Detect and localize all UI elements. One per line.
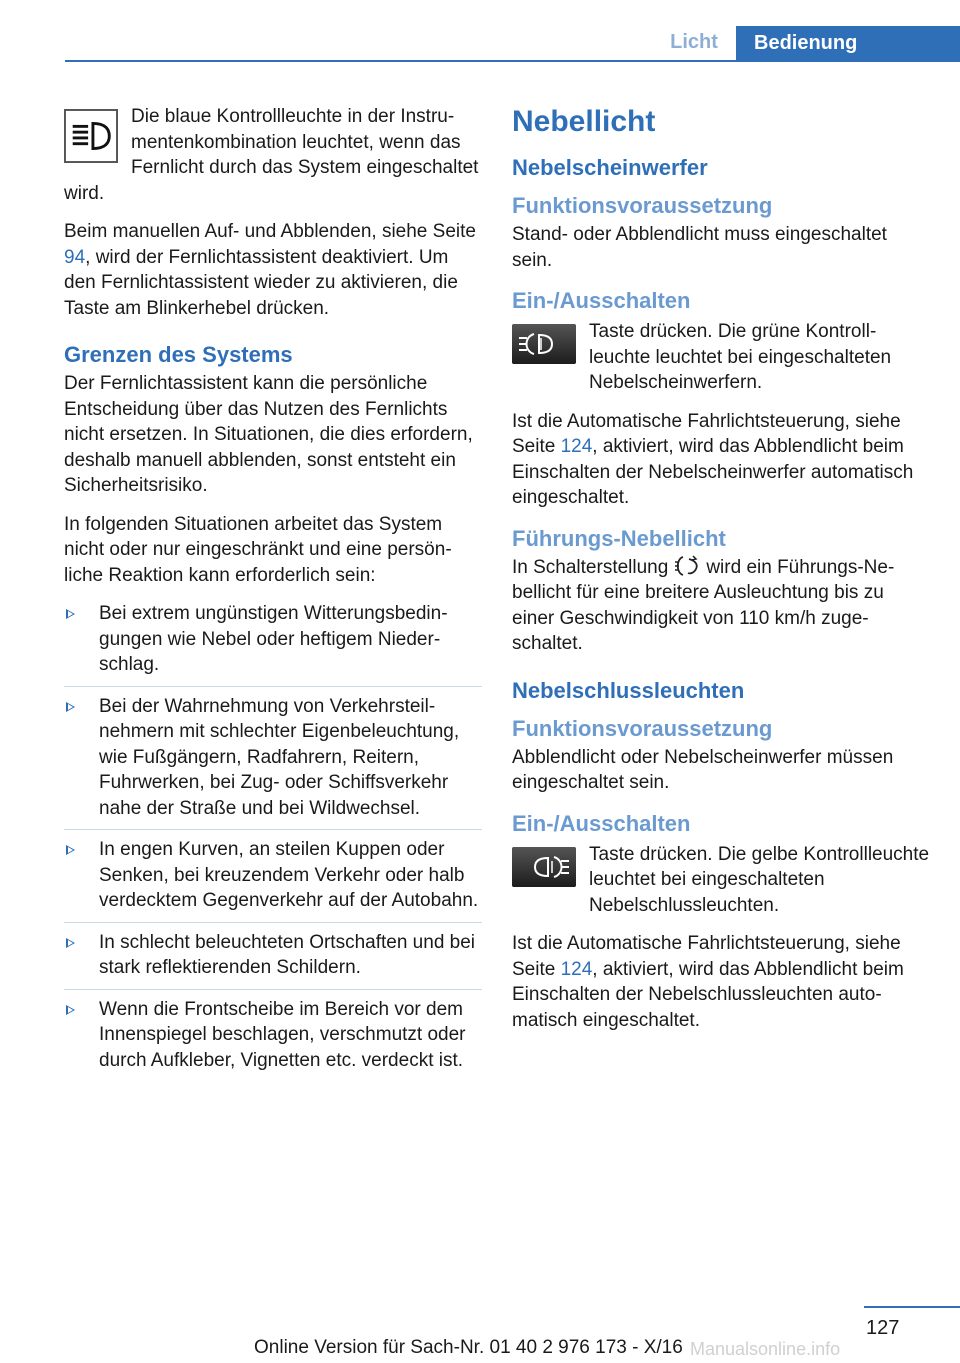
high-beam-indicator-icon — [64, 109, 118, 171]
watermark: Manualsonline.info — [690, 1339, 841, 1359]
triangle-bullet-icon — [66, 609, 75, 619]
right-column — [512, 104, 930, 1046]
guide-fog-paragraph: In Schalterstellung wird ein Führungs-Nebellicht für eine breitere Ausleuchtung bis zu einer Geschwindigkeit von 110 km/h zugeschaltet. — [512, 556, 895, 654]
subheading-on-off-2: Ein-/Ausschalten — [512, 810, 691, 836]
subheading-requirement-2: Funktionsvoraussetzung — [512, 715, 773, 741]
paragraph-text: Die blaue Kontrollleuchte in der Instrumentenkombination leuchtet, wenn das Fernlicht durch das System eingeschaltet wird. — [64, 106, 479, 204]
list-item: Bei extrem ungünstigen Witterungsbedingungen wie Nebel oder heftigem Niederschlag. — [64, 601, 482, 687]
limits-paragraph-2: In folgenden Situationen arbeitet das System nicht oder nur eingeschränkt und eine persönliche Reaktion kann erforderlich sein: — [64, 513, 452, 586]
rear-fog-button-paragraph: Taste drücken. Die gelbe Kontrollleuchte leuchtet bei eingeschalteten Nebelschlussleuchten. — [512, 842, 930, 919]
limits-list — [64, 601, 482, 1081]
tab-light[interactable]: Licht — [652, 26, 736, 60]
triangle-bullet-icon — [66, 702, 75, 712]
subheading-on-off-1: Ein-/Ausschalten — [512, 288, 691, 313]
left-column — [64, 104, 482, 1088]
page-link-94[interactable]: 94 — [64, 246, 86, 268]
triangle-bullet-icon — [66, 938, 75, 948]
list-item: Wenn die Frontscheibe im Bereich vor dem Innenspiegel beschlagen, verschmutzt oder durch Aufkleber, Vignetten etc. verdeckt ist. — [64, 997, 482, 1082]
manual-dipping-paragraph: Beim manuellen Auf- und Abblenden, siehe Seite 94, wird der Fernlichtassistent deaktiviert. Um den Fernlichtassistent wieder zu aktivieren, die Taste am Blinkerhebel drücken. — [64, 221, 476, 319]
tab-operation[interactable]: Bedienung — [736, 26, 960, 62]
page-link-124-second[interactable]: 124 — [560, 958, 593, 980]
high-beam-paragraph — [64, 104, 482, 206]
online-version-note: Online Version für Sach-Nr. 01 40 2 976 173 - X/16 — [254, 1337, 683, 1358]
section-heading-front-fog: Nebelscheinwerfer — [512, 155, 708, 180]
guide-fog-switch-icon — [674, 555, 700, 577]
footer-rule — [864, 1306, 960, 1308]
requirement-paragraph-1: Stand- oder Abblendlicht muss eingeschaltet sein. — [512, 224, 887, 271]
triangle-bullet-icon — [66, 1005, 75, 1015]
list-item: Bei der Wahrnehmung von Verkehrsteilnehmern mit schlechter Eigenbeleuchtung, wie Fußgängern, Radfahrern, Reitern, Fuhrwerken, bei Zug- oder Schiffsverkehr nahe der Straße und bei Wildwechsel. — [64, 694, 482, 831]
requirement-paragraph-2: Abblendlicht oder Nebelscheinwerfer müssen eingeschaltet sein. — [512, 746, 894, 793]
front-fog-button-icon — [512, 324, 576, 372]
subheading-guide-fog: Führungs-Nebellicht — [512, 525, 726, 551]
page-link-124[interactable]: 124 — [560, 436, 593, 457]
page-number: 127 — [866, 1317, 900, 1339]
auto-light-paragraph-2: Ist die Automatische Fahrlichtsteuerung, siehe Seite 124, aktiviert, wird das Abblendlicht beim Einschalten der Nebelschlussleuchten automatisch eingeschaltet. — [512, 933, 904, 1031]
limits-paragraph-1: Der Fernlichtassistent kann die persönliche Entscheidung über das Nutzen des Fernlichts nicht ersetzen. In Situationen, die dies erfordern, deshalb manuell abblenden, sonst entsteht ein Sicherheitsrisiko. — [64, 373, 473, 496]
section-heading-rear-fog: Nebelschlussleuchten — [512, 677, 745, 703]
chapter-title: Nebellicht — [512, 105, 656, 138]
list-item: In schlecht beleuchteten Ortschaften und bei stark reflektierenden Schildern. — [64, 930, 482, 990]
list-item: In engen Kurven, an steilen Kuppen oder Senken, bei kreuzendem Verkehr oder halb verdecktem Gegenverkehr auf der Autobahn. — [64, 837, 482, 923]
front-fog-button-paragraph: Taste drücken. Die grüne Kontrollleuchte leuchtet bei eingeschalteten Nebelscheinwerfern. — [512, 319, 930, 396]
auto-light-paragraph-1: Ist die Automatische Fahrlichtsteuerung, siehe Seite 124, aktiviert, wird das Abblendlicht beim Einschalten der Nebelscheinwerfer automatisch eingeschaltet. — [512, 410, 914, 508]
triangle-bullet-icon — [66, 845, 75, 855]
subheading-requirement-1: Funktionsvoraussetzung — [512, 193, 773, 218]
rear-fog-button-icon — [512, 847, 576, 895]
section-heading-limits: Grenzen des Systems — [64, 342, 293, 367]
